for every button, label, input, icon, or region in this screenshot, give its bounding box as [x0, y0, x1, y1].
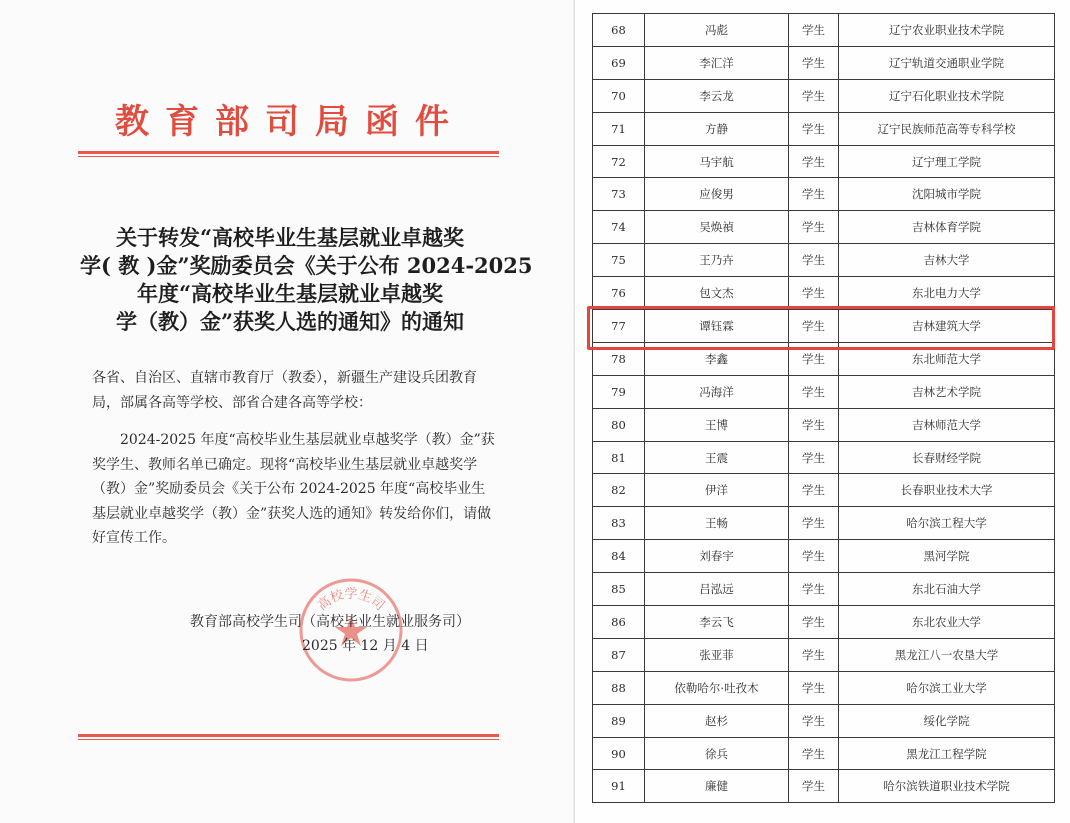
table-row — [593, 211, 1055, 244]
winner-name: 方静 — [645, 112, 789, 145]
winner-name: 李鑫 — [645, 342, 789, 375]
notice-title-line: 学（教）金”获奖人选的通知》的通知 — [115, 309, 465, 334]
seal-text: 高校学生司 — [314, 587, 388, 614]
winner-school: 黑龙江工程学院 — [839, 737, 1055, 770]
row-number: 88 — [593, 671, 645, 704]
winner-type: 学生 — [789, 770, 839, 803]
winner-school: 辽宁石化职业技术学院 — [839, 79, 1055, 112]
table-row — [593, 606, 1055, 639]
letterhead-rule-thin — [78, 156, 499, 157]
winner-school: 吉林大学 — [839, 244, 1055, 277]
letterhead-rule-thick — [78, 151, 499, 154]
row-number: 72 — [593, 145, 645, 178]
table-row — [593, 573, 1055, 606]
winner-school: 绥化学院 — [839, 704, 1055, 737]
winner-school: 沈阳城市学院 — [839, 178, 1055, 211]
notice-title — [80, 224, 533, 336]
winner-type: 学生 — [789, 310, 839, 343]
table-row — [593, 704, 1055, 737]
winner-type: 学生 — [789, 606, 839, 639]
row-number: 77 — [593, 310, 645, 343]
winner-type: 学生 — [789, 408, 839, 441]
body-paragraph: 2024-2025 年度“高校毕业生基层就业卓越奖学（教）金”获奖学生、教师名单已确定。现将“高校毕业生基层就业卓越奖学（教）金”奖励委员会《关于公布 2024-2025 年度“高校毕业生基层就业卓越奖学（教）金”获奖人选的通知》转发给你们，请做好宣传工作。 — [92, 432, 495, 546]
winner-name: 依勒哈尔·吐孜木 — [645, 671, 789, 704]
winner-type: 学生 — [789, 178, 839, 211]
row-number: 91 — [593, 770, 645, 803]
row-number: 78 — [593, 342, 645, 375]
winner-name: 马宇航 — [645, 145, 789, 178]
table-row — [593, 46, 1055, 79]
row-number: 71 — [593, 112, 645, 145]
row-number: 70 — [593, 79, 645, 112]
table-row — [593, 14, 1055, 47]
winner-name: 王博 — [645, 408, 789, 441]
winner-name: 冯彪 — [645, 14, 789, 47]
winner-type: 学生 — [789, 507, 839, 540]
winner-school: 东北农业大学 — [839, 606, 1055, 639]
table-row — [593, 178, 1055, 211]
winner-name: 李云龙 — [645, 79, 789, 112]
table-row — [593, 79, 1055, 112]
table-row — [593, 507, 1055, 540]
row-number: 73 — [593, 178, 645, 211]
winner-school: 辽宁轨道交通职业学院 — [839, 46, 1055, 79]
winner-name: 张亚菲 — [645, 638, 789, 671]
table-row — [593, 277, 1055, 310]
row-number: 83 — [593, 507, 645, 540]
table-row — [593, 737, 1055, 770]
letterhead-title: 教育部司局函件 — [115, 102, 465, 142]
winner-type: 学生 — [789, 474, 839, 507]
winner-type: 学生 — [789, 211, 839, 244]
row-number: 89 — [593, 704, 645, 737]
winner-school: 哈尔滨工业大学 — [839, 671, 1055, 704]
table-row — [593, 145, 1055, 178]
winner-name: 伊洋 — [645, 474, 789, 507]
issue-date: 2025 年 12 月 4 日 — [302, 638, 429, 654]
winner-school: 辽宁农业职业技术学院 — [839, 14, 1055, 47]
row-number: 85 — [593, 573, 645, 606]
table-row — [593, 244, 1055, 277]
table-row — [593, 671, 1055, 704]
winner-school: 东北石油大学 — [839, 573, 1055, 606]
row-number: 80 — [593, 408, 645, 441]
table-row — [593, 375, 1055, 408]
winner-name: 谭钰霖 — [645, 310, 789, 343]
table-row — [593, 540, 1055, 573]
winner-name: 吕泓远 — [645, 573, 789, 606]
winner-name: 王震 — [645, 441, 789, 474]
winner-school: 长春财经学院 — [839, 441, 1055, 474]
winner-type: 学生 — [789, 342, 839, 375]
notice-title-line: 学( 教 )金”奖励委员会《关于公布 2024-2025 — [80, 253, 533, 278]
table-row — [593, 474, 1055, 507]
winner-school: 东北电力大学 — [839, 277, 1055, 310]
row-number: 86 — [593, 606, 645, 639]
winner-type: 学生 — [789, 540, 839, 573]
winner-type: 学生 — [789, 277, 839, 310]
signature: 教育部高校学生司（高校毕业生就业服务司） — [190, 614, 470, 630]
row-number: 81 — [593, 441, 645, 474]
winner-type: 学生 — [789, 14, 839, 47]
table-row — [593, 638, 1055, 671]
winner-name: 吴焕禎 — [645, 211, 789, 244]
table-row — [593, 408, 1055, 441]
winner-school: 哈尔滨铁道职业技术学院 — [839, 770, 1055, 803]
winner-type: 学生 — [789, 112, 839, 145]
row-number: 84 — [593, 540, 645, 573]
winner-school: 吉林师范大学 — [839, 408, 1055, 441]
winner-type: 学生 — [789, 638, 839, 671]
salutation: 各省、自治区、直辖市教育厅（教委），新疆生产建设兵团教育局，部属各高等学校、部省合建各高等学校： — [92, 370, 477, 411]
winner-type: 学生 — [789, 737, 839, 770]
winner-name: 刘春宇 — [645, 540, 789, 573]
winner-name: 赵杉 — [645, 704, 789, 737]
row-number: 74 — [593, 211, 645, 244]
notice-title-line: 关于转发“高校毕业生基层就业卓越奖 — [115, 225, 465, 250]
winner-school: 东北师范大学 — [839, 342, 1055, 375]
winner-school: 长春职业技术大学 — [839, 474, 1055, 507]
winners-table-body — [593, 14, 1055, 803]
row-number: 79 — [593, 375, 645, 408]
winner-type: 学生 — [789, 704, 839, 737]
winner-type: 学生 — [789, 244, 839, 277]
winner-name: 王畅 — [645, 507, 789, 540]
winner-name: 徐兵 — [645, 737, 789, 770]
row-number: 90 — [593, 737, 645, 770]
winner-name: 冯海洋 — [645, 375, 789, 408]
winner-type: 学生 — [789, 671, 839, 704]
winner-name: 李汇洋 — [645, 46, 789, 79]
winner-type: 学生 — [789, 79, 839, 112]
winner-school: 黑河学院 — [839, 540, 1055, 573]
winners-table — [592, 13, 1055, 803]
winner-school: 吉林艺术学院 — [839, 375, 1055, 408]
winner-school: 辽宁民族师范高等专科学校 — [839, 112, 1055, 145]
winner-type: 学生 — [789, 145, 839, 178]
row-number: 82 — [593, 474, 645, 507]
winner-school: 黑龙江八一农垦大学 — [839, 638, 1055, 671]
table-row — [593, 112, 1055, 145]
winner-name: 廉健 — [645, 770, 789, 803]
winner-school: 哈尔滨工程大学 — [839, 507, 1055, 540]
table-row — [593, 770, 1055, 803]
winner-school: 辽宁理工学院 — [839, 145, 1055, 178]
table-row — [593, 441, 1055, 474]
winner-name: 包文杰 — [645, 277, 789, 310]
row-number: 76 — [593, 277, 645, 310]
winner-school: 吉林体育学院 — [839, 211, 1055, 244]
winner-type: 学生 — [789, 375, 839, 408]
winner-name: 王乃卉 — [645, 244, 789, 277]
winner-type: 学生 — [789, 46, 839, 79]
footer-rule-thick — [78, 734, 499, 737]
winner-type: 学生 — [789, 573, 839, 606]
row-number: 87 — [593, 638, 645, 671]
winner-name: 应俊男 — [645, 178, 789, 211]
row-number: 68 — [593, 14, 645, 47]
signature-block — [190, 610, 510, 658]
winner-type: 学生 — [789, 441, 839, 474]
footer-rule-thin — [78, 739, 499, 740]
notice-title-line: 年度“高校毕业生基层就业卓越奖 — [136, 281, 444, 306]
winner-school: 吉林建筑大学 — [839, 310, 1055, 343]
winner-name: 李云飞 — [645, 606, 789, 639]
row-number: 75 — [593, 244, 645, 277]
row-number: 69 — [593, 46, 645, 79]
highlight-box — [587, 306, 1055, 350]
